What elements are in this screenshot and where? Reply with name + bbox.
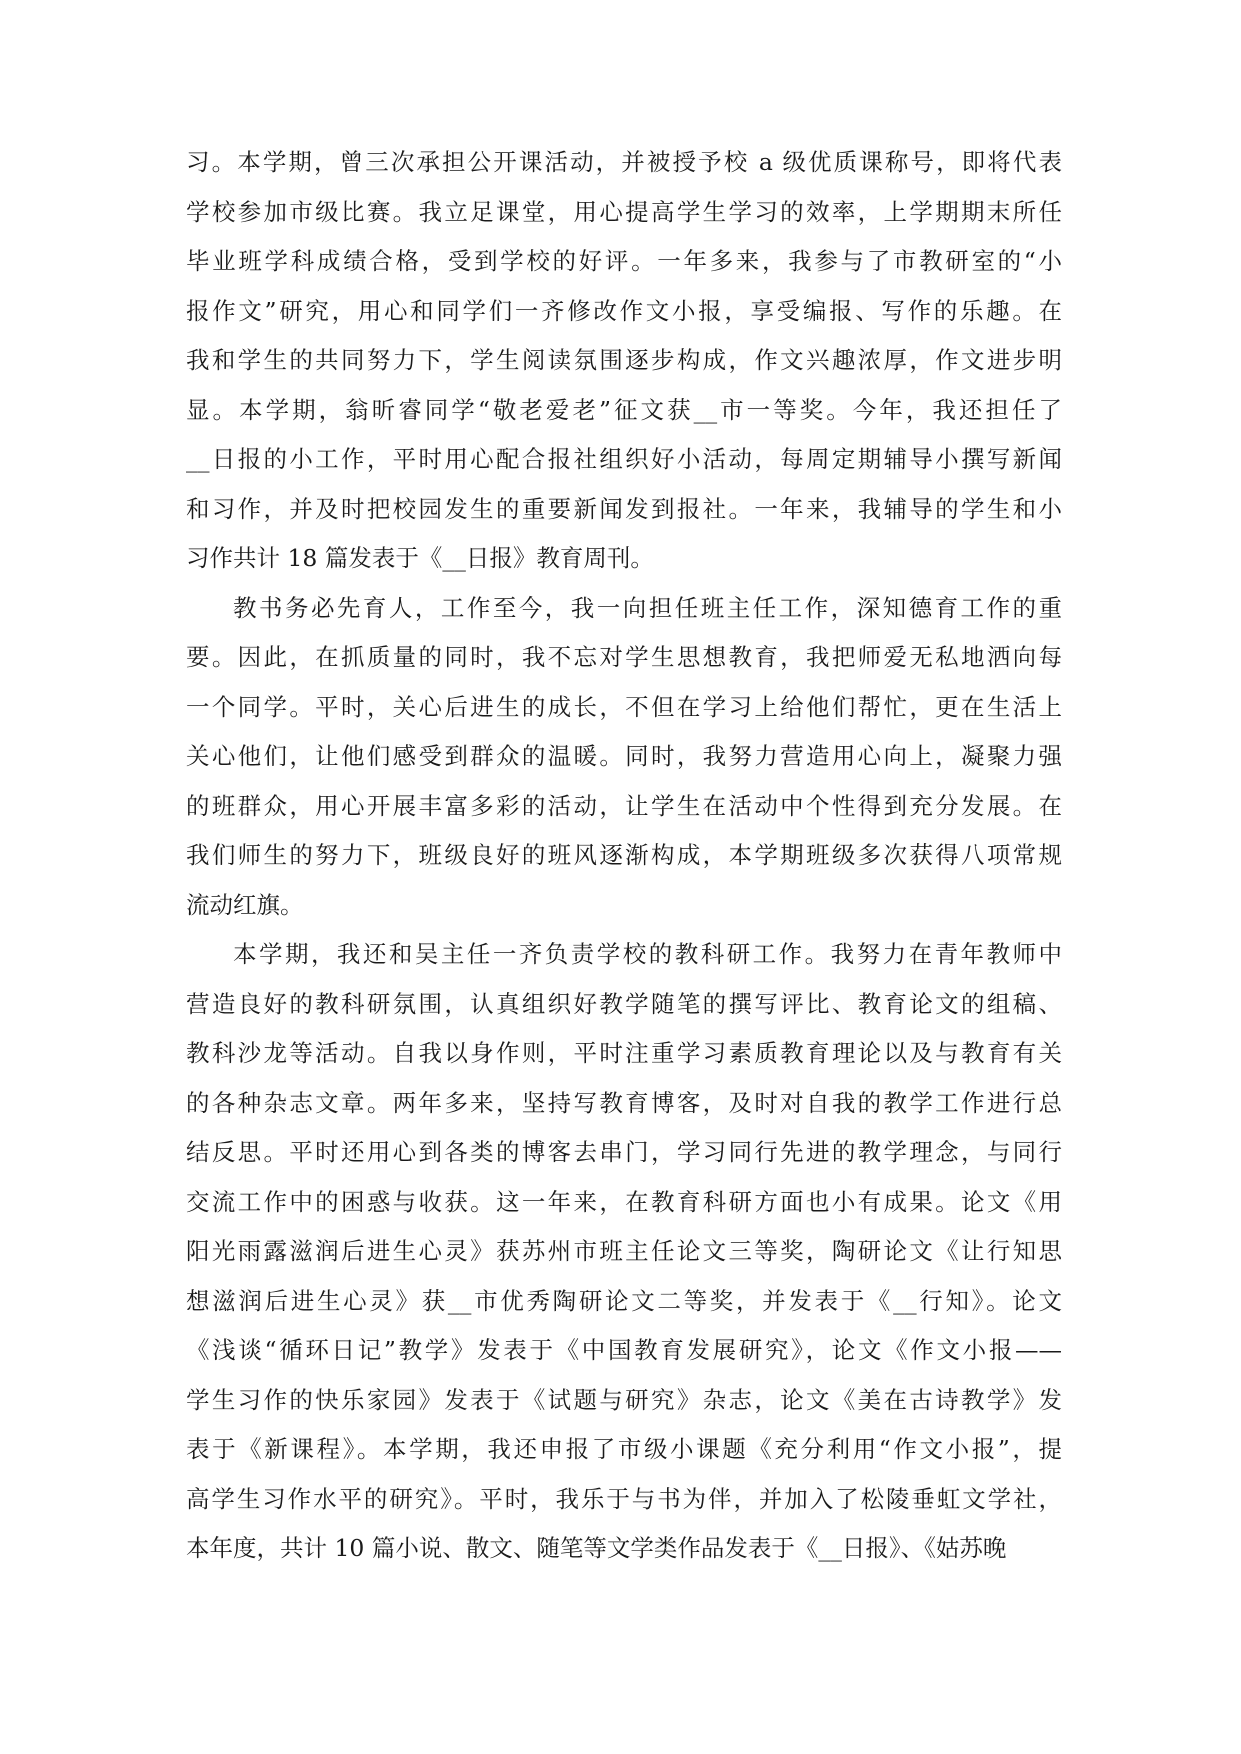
text-line: 一个同学。平时，关心后进生的成长，不但在学习上给他们帮忙，更在生活上 [186, 692, 1062, 721]
text-line: 交流工作中的困惑与收获。这一年来，在教育科研方面也小有成果。论文《用 [186, 1187, 1062, 1216]
text-line: 关心他们，让他们感受到群众的温暖。同时，我努力营造用心向上，凝聚力强 [186, 742, 1062, 770]
text-line: 我和学生的共同努力下，学生阅读氛围逐步构成，作文兴趣浓厚，作文进步明 [186, 346, 1062, 374]
text-line: 习。本学期，曾三次承担公开课活动，并被授予校 a 级优质课称号，即将代表 [186, 148, 1062, 176]
text-line: 教科沙龙等活动。自我以身作则，平时注重学习素质教育理论以及与教育有关 [186, 1039, 1062, 1067]
text-line: 营造良好的教科研氛围，认真组织好教学随笔的撰写评比、教育论文的组稿、 [186, 989, 1062, 1018]
text-line: 学生习作的快乐家园》发表于《试题与研究》杂志，论文《美在古诗教学》发 [186, 1385, 1062, 1414]
text-line: 本年度，共计 10 篇小说、散文、随笔等文学类作品发表于《__日报》、《姑苏晚 [186, 1534, 1007, 1562]
text-line: 本学期，我还和吴主任一齐负责学校的教科研工作。我努力在青年教师中 [233, 940, 1062, 968]
text-line: 流动红旗。 [186, 890, 304, 919]
paragraph [186, 584, 1062, 931]
paragraph [186, 138, 1062, 584]
text-line: 结反思。平时还用心到各类的博客去串门，学习同行先进的教学理念，与同行 [186, 1138, 1062, 1166]
text-line: 的各种杂志文章。两年多来，坚持写教育博客，及时对自我的教学工作进行总 [186, 1088, 1062, 1117]
text-line: 想滋润后进生心灵》获__市优秀陶研论文二等奖，并发表于《__行知》。论文 [186, 1286, 1062, 1315]
text-line: 毕业班学科成绩合格，受到学校的好评。一年多来，我参与了市教研室的“小 [186, 247, 1062, 275]
text-line: 的班群众，用心开展丰富多彩的活动，让学生在活动中个性得到充分发展。在 [186, 791, 1062, 820]
text-line: 阳光雨露滋润后进生心灵》获苏州市班主任论文三等奖，陶研论文《让行知思 [186, 1237, 1062, 1265]
text-line: 我们师生的努力下，班级良好的班风逐渐构成，本学期班级多次获得八项常规 [186, 841, 1062, 869]
text-line: 学校参加市级比赛。我立足课堂，用心提高学生学习的效率，上学期期末所任 [186, 197, 1062, 226]
text-line: 高学生习作水平的研究》。平时，我乐于与书为伴，并加入了松陵垂虹文学社， [186, 1484, 1062, 1513]
text-line: 教书务必先育人，工作至今，我一向担任班主任工作，深知德育工作的重 [233, 593, 1062, 622]
paragraph [186, 930, 1062, 1574]
text-line: 表于《新课程》。本学期，我还申报了市级小课题《充分利用“作文小报”，提 [186, 1435, 1062, 1463]
text-line: 显。本学期，翁昕睿同学“敬老爱老”征文获__市一等奖。今年，我还担任了 [186, 395, 1062, 424]
text-line: 要。因此，在抓质量的同时，我不忘对学生思想教育，我把师爱无私地洒向每 [186, 643, 1062, 671]
text-line: 《浅谈“循环日记”教学》发表于《中国教育发展研究》，论文《作文小报—— [186, 1336, 1062, 1364]
text-line: 报作文”研究，用心和同学们一齐修改作文小报，享受编报、写作的乐趣。在 [186, 296, 1062, 325]
text-line: __日报的小工作，平时用心配合报社组织好小活动，每周定期辅导小撰写新闻 [186, 445, 1062, 473]
text-line: 和习作，并及时把校园发生的重要新闻发到报社。一年来，我辅导的学生和小 [186, 494, 1062, 523]
text-line: 习作共计 18 篇发表于《__日报》教育周刊。 [186, 544, 654, 572]
document-body [186, 138, 1062, 1574]
